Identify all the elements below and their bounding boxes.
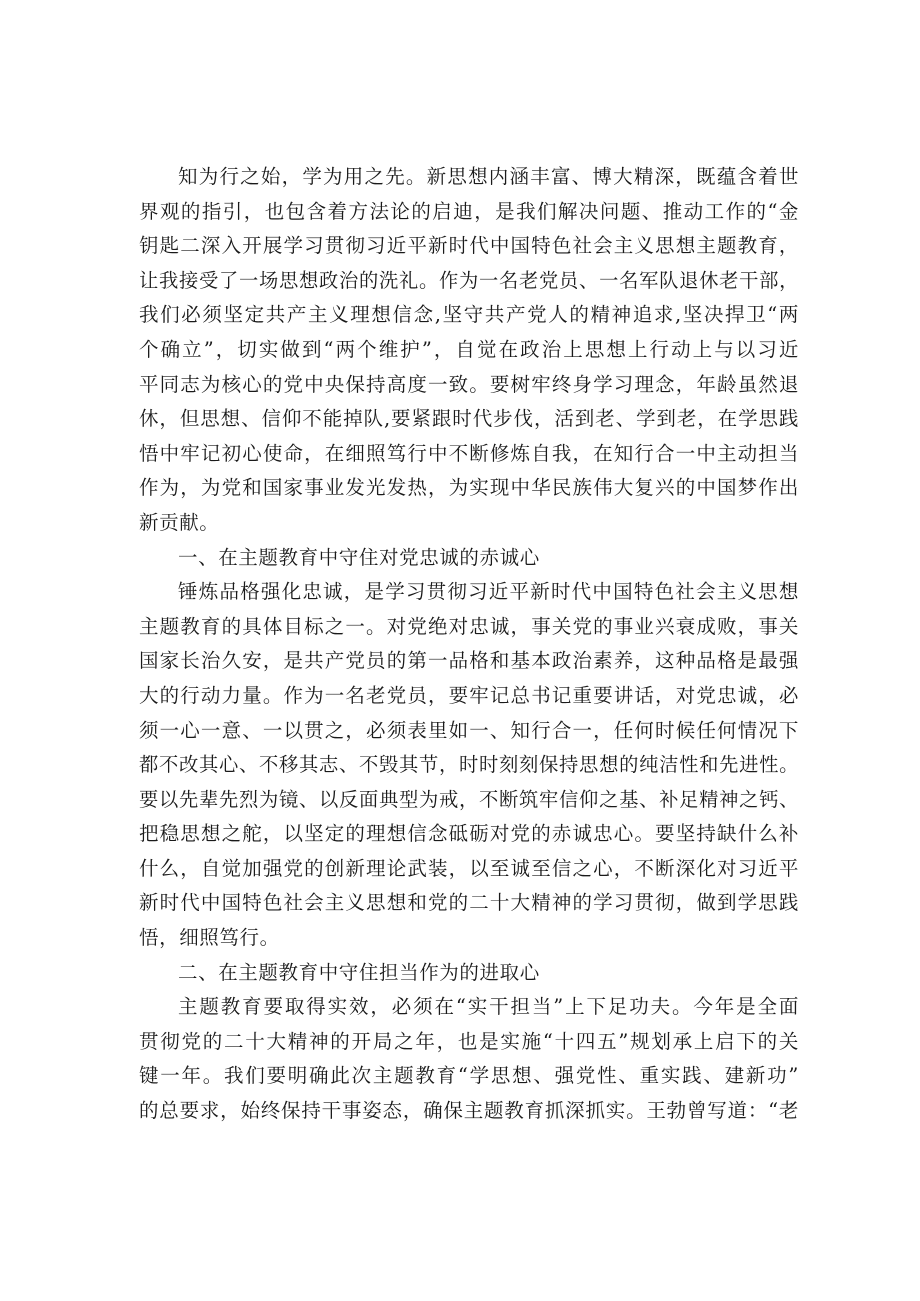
paragraph-line: 新贡献。	[139, 510, 220, 534]
paragraph-line: 什么，自觉加强党的创新理论武装，以至诚至信之心，不断深化对习近平	[139, 856, 799, 880]
paragraph-line: 悟，细照笃行。	[139, 926, 280, 950]
paragraph-line: 须一心一意、一以贯之，必须表里如一、知行合一，任何时候任何情况下	[139, 718, 799, 742]
paragraph-line: 锤炼品格强化忠诚，是学习贯彻习近平新时代中国特色社会主义思想	[178, 580, 799, 604]
paragraph-line: 我们必须坚定共产主义理想信念,坚守共产党人的精神追求,坚决捍卫“两	[139, 303, 799, 327]
section-heading: 二、在主题教育中守住担当作为的进取心	[178, 960, 540, 984]
paragraph-line: 的总要求，始终保持干事姿态，确保主题教育抓深抓实。王勃曾写道：“老	[139, 1099, 799, 1123]
paragraph-line: 作为，为党和国家事业发光发热，为实现中华民族伟大复兴的中国梦作出	[139, 476, 799, 500]
paragraph-line: 钥匙二深入开展学习贯彻习近平新时代中国特色社会主义思想主题教育，	[139, 234, 799, 258]
paragraph-line: 要以先辈先烈为镜、以反面典型为戒，不断筑牢信仰之基、补足精神之钙、	[139, 787, 799, 811]
paragraph-line: 悟中牢记初心使命，在细照笃行中不断修炼自我，在知行合一中主动担当	[139, 441, 799, 465]
paragraph-line: 大的行动力量。作为一名老党员，要牢记总书记重要讲话，对党忠诚，必	[139, 683, 799, 707]
paragraph-line: 都不改其心、不移其志、不毁其节，时时刻刻保持思想的纯洁性和先进性。	[139, 753, 799, 777]
paragraph-line: 主题教育要取得实效，必须在“实干担当”上下足功夫。今年是全面	[178, 995, 799, 1019]
paragraph-line: 键一年。我们要明确此次主题教育“学思想、强党性、重实践、建新功”	[139, 1064, 799, 1088]
paragraph-line: 贯彻党的二十大精神的开局之年，也是实施“十四五”规划承上启下的关	[139, 1029, 799, 1053]
paragraph-line: 个确立”，切实做到“两个维护”，自觉在政治上思想上行动上与以习近	[139, 337, 799, 361]
paragraph-line: 平同志为核心的党中央保持高度一致。要树牢终身学习理念，年龄虽然退	[139, 372, 799, 396]
paragraph-line: 新时代中国特色社会主义思想和党的二十大精神的学习贯彻，做到学思践	[139, 891, 799, 915]
paragraph-line: 知为行之始，学为用之先。新思想内涵丰富、博大精深，既蕴含着世	[178, 165, 799, 188]
paragraph-line: 休，但思想、信仰不能掉队,要紧跟时代步伐，活到老、学到老，在学思践	[139, 407, 799, 431]
paragraph-line: 国家长治久安，是共产党员的第一品格和基本政治素养，这种品格是最强	[139, 649, 799, 673]
document-body	[139, 160, 799, 1129]
paragraph-line: 界观的指引，也包含着方法论的启迪，是我们解决问题、推动工作的“金	[139, 199, 799, 223]
paragraph-line: 让我接受了一场思想政治的洗礼。作为一名老党员、一名军队退休老干部，	[139, 268, 799, 292]
section-heading: 一、在主题教育中守住对党忠诚的赤诚心	[178, 545, 540, 569]
paragraph-line: 主题教育的具体目标之一。对党绝对忠诚，事关党的事业兴衰成败，事关	[139, 614, 799, 638]
paragraph-line: 把稳思想之舵，以坚定的理想信念砥砺对党的赤诚忠心。要坚持缺什么补	[139, 822, 799, 846]
